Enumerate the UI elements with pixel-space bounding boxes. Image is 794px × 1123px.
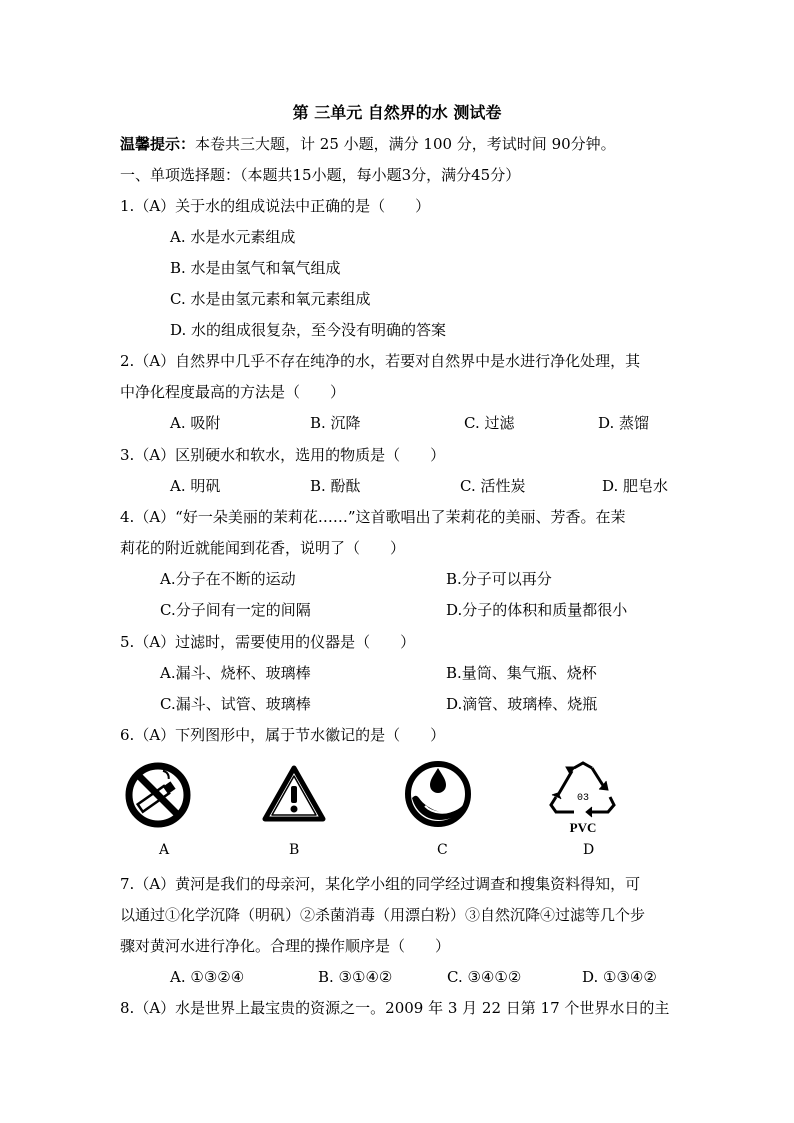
question-number: 5. (120, 633, 135, 651)
question-5 (120, 632, 415, 652)
water-saving-icon (403, 758, 473, 830)
question-stem: （A）黄河是我们的母亲河，某化学小组的同学经过调查和搜集资料得知，可 (134, 875, 641, 893)
tip-label: 温馨提示： (120, 135, 196, 153)
recycle-code: PVC (569, 820, 597, 835)
warning-triangle-icon (260, 763, 328, 825)
option-c: C.分子间有一定的间隔 (160, 601, 311, 619)
question-stem: （A）关于水的组成说法中正确的是（ ） (134, 197, 431, 215)
recycle-pvc-icon (546, 759, 620, 841)
question-1 (120, 196, 430, 216)
question-7-line3: 骤对黄河水进行净化。合理的操作顺序是（ ） (120, 937, 451, 955)
question-stem: （A）水是世界上最宝贵的资源之一。2009 年 3 月 22 日第 17 个世界水日的主 (134, 999, 670, 1017)
question-6 (120, 725, 445, 745)
section-heading: 一、单项选择题：（本题共15小题，每小题3分，满分45分） (120, 166, 521, 184)
option-d: D.滴管、玻璃棒、烧瓶 (446, 695, 598, 713)
question-2-line2: 中净化程度最高的方法是（ ） (120, 383, 346, 401)
question-4-line2: 莉花的附近就能闻到花香，说明了（ ） (120, 539, 406, 557)
question-7-line2: 以通过①化学沉降（明矾）②杀菌消毒（用漂白粉）③自然沉降④过滤等几个步 (120, 906, 646, 924)
option-b: B.量筒、集气瓶、烧杯 (446, 664, 597, 682)
question-number: 2. (120, 352, 135, 370)
option-c: C. ③④①② (447, 968, 522, 986)
question-number: 8. (120, 999, 135, 1017)
question-4 (120, 507, 626, 527)
option-d: D. 肥皂水 (602, 477, 669, 495)
question-7 (120, 874, 640, 894)
option-d: D.分子的体积和质量都很小 (446, 601, 628, 619)
option-c: C. 过滤 (464, 414, 515, 432)
option-b: B.分子可以再分 (446, 570, 552, 588)
option-b: B. 沉降 (310, 414, 361, 432)
question-2 (120, 351, 640, 371)
recycle-number: 03 (576, 793, 590, 804)
figure-label-a: A (159, 842, 170, 858)
question-3 (120, 445, 445, 465)
option-a: A. 水是水元素组成 (170, 228, 296, 246)
question-number: 7. (120, 875, 135, 893)
question-number: 1. (120, 197, 135, 215)
option-d: D. 蒸馏 (598, 414, 650, 432)
option-a: A.分子在不断的运动 (160, 570, 296, 588)
figure-label-c: C (437, 842, 448, 858)
question-number: 4. (120, 508, 135, 526)
question-stem: （A）“好一朵美丽的茉莉花……”这首歌唱出了茉莉花的美丽、芳香。在茉 (134, 508, 626, 526)
question-number: 6. (120, 726, 135, 744)
option-a: A. ①③②④ (170, 968, 245, 986)
option-b: B. ③①④② (318, 968, 393, 986)
option-c: C. 水是由氢元素和氧元素组成 (170, 290, 371, 308)
option-b: B. 酚酞 (310, 477, 361, 495)
question-stem: （A）过滤时，需要使用的仪器是（ ） (134, 633, 416, 651)
option-d: D. 水的组成很复杂，至今没有明确的答案 (170, 321, 447, 339)
no-smoking-icon (124, 761, 192, 829)
question-stem: （A）自然界中几乎不存在纯净的水，若要对自然界中是水进行净化处理，其 (134, 352, 641, 370)
question-number: 3. (120, 446, 135, 464)
figure-label-d: D (583, 842, 595, 858)
question-8 (120, 998, 669, 1018)
option-a: A. 明矾 (170, 477, 221, 495)
tip-line (120, 134, 616, 154)
option-a: A.漏斗、烧杯、玻璃棒 (160, 664, 311, 682)
option-c: C.漏斗、试管、玻璃棒 (160, 695, 311, 713)
option-a: A. 吸附 (170, 414, 221, 432)
option-c: C. 活性炭 (460, 477, 526, 495)
question-stem: （A）区别硬水和软水，选用的物质是（ ） (134, 446, 446, 464)
option-d: D. ①③④② (582, 968, 657, 986)
tip-text: 本卷共三大题，计 25 小题，满分 100 分，考试时间 90分钟。 (195, 135, 616, 153)
figure-label-b: B (289, 842, 300, 858)
page-title: 第 三单元 自然界的水 测试卷 (292, 103, 502, 122)
question-stem: （A）下列图形中，属于节水徽记的是（ ） (134, 726, 446, 744)
option-b: B. 水是由氢气和氧气组成 (170, 259, 341, 277)
